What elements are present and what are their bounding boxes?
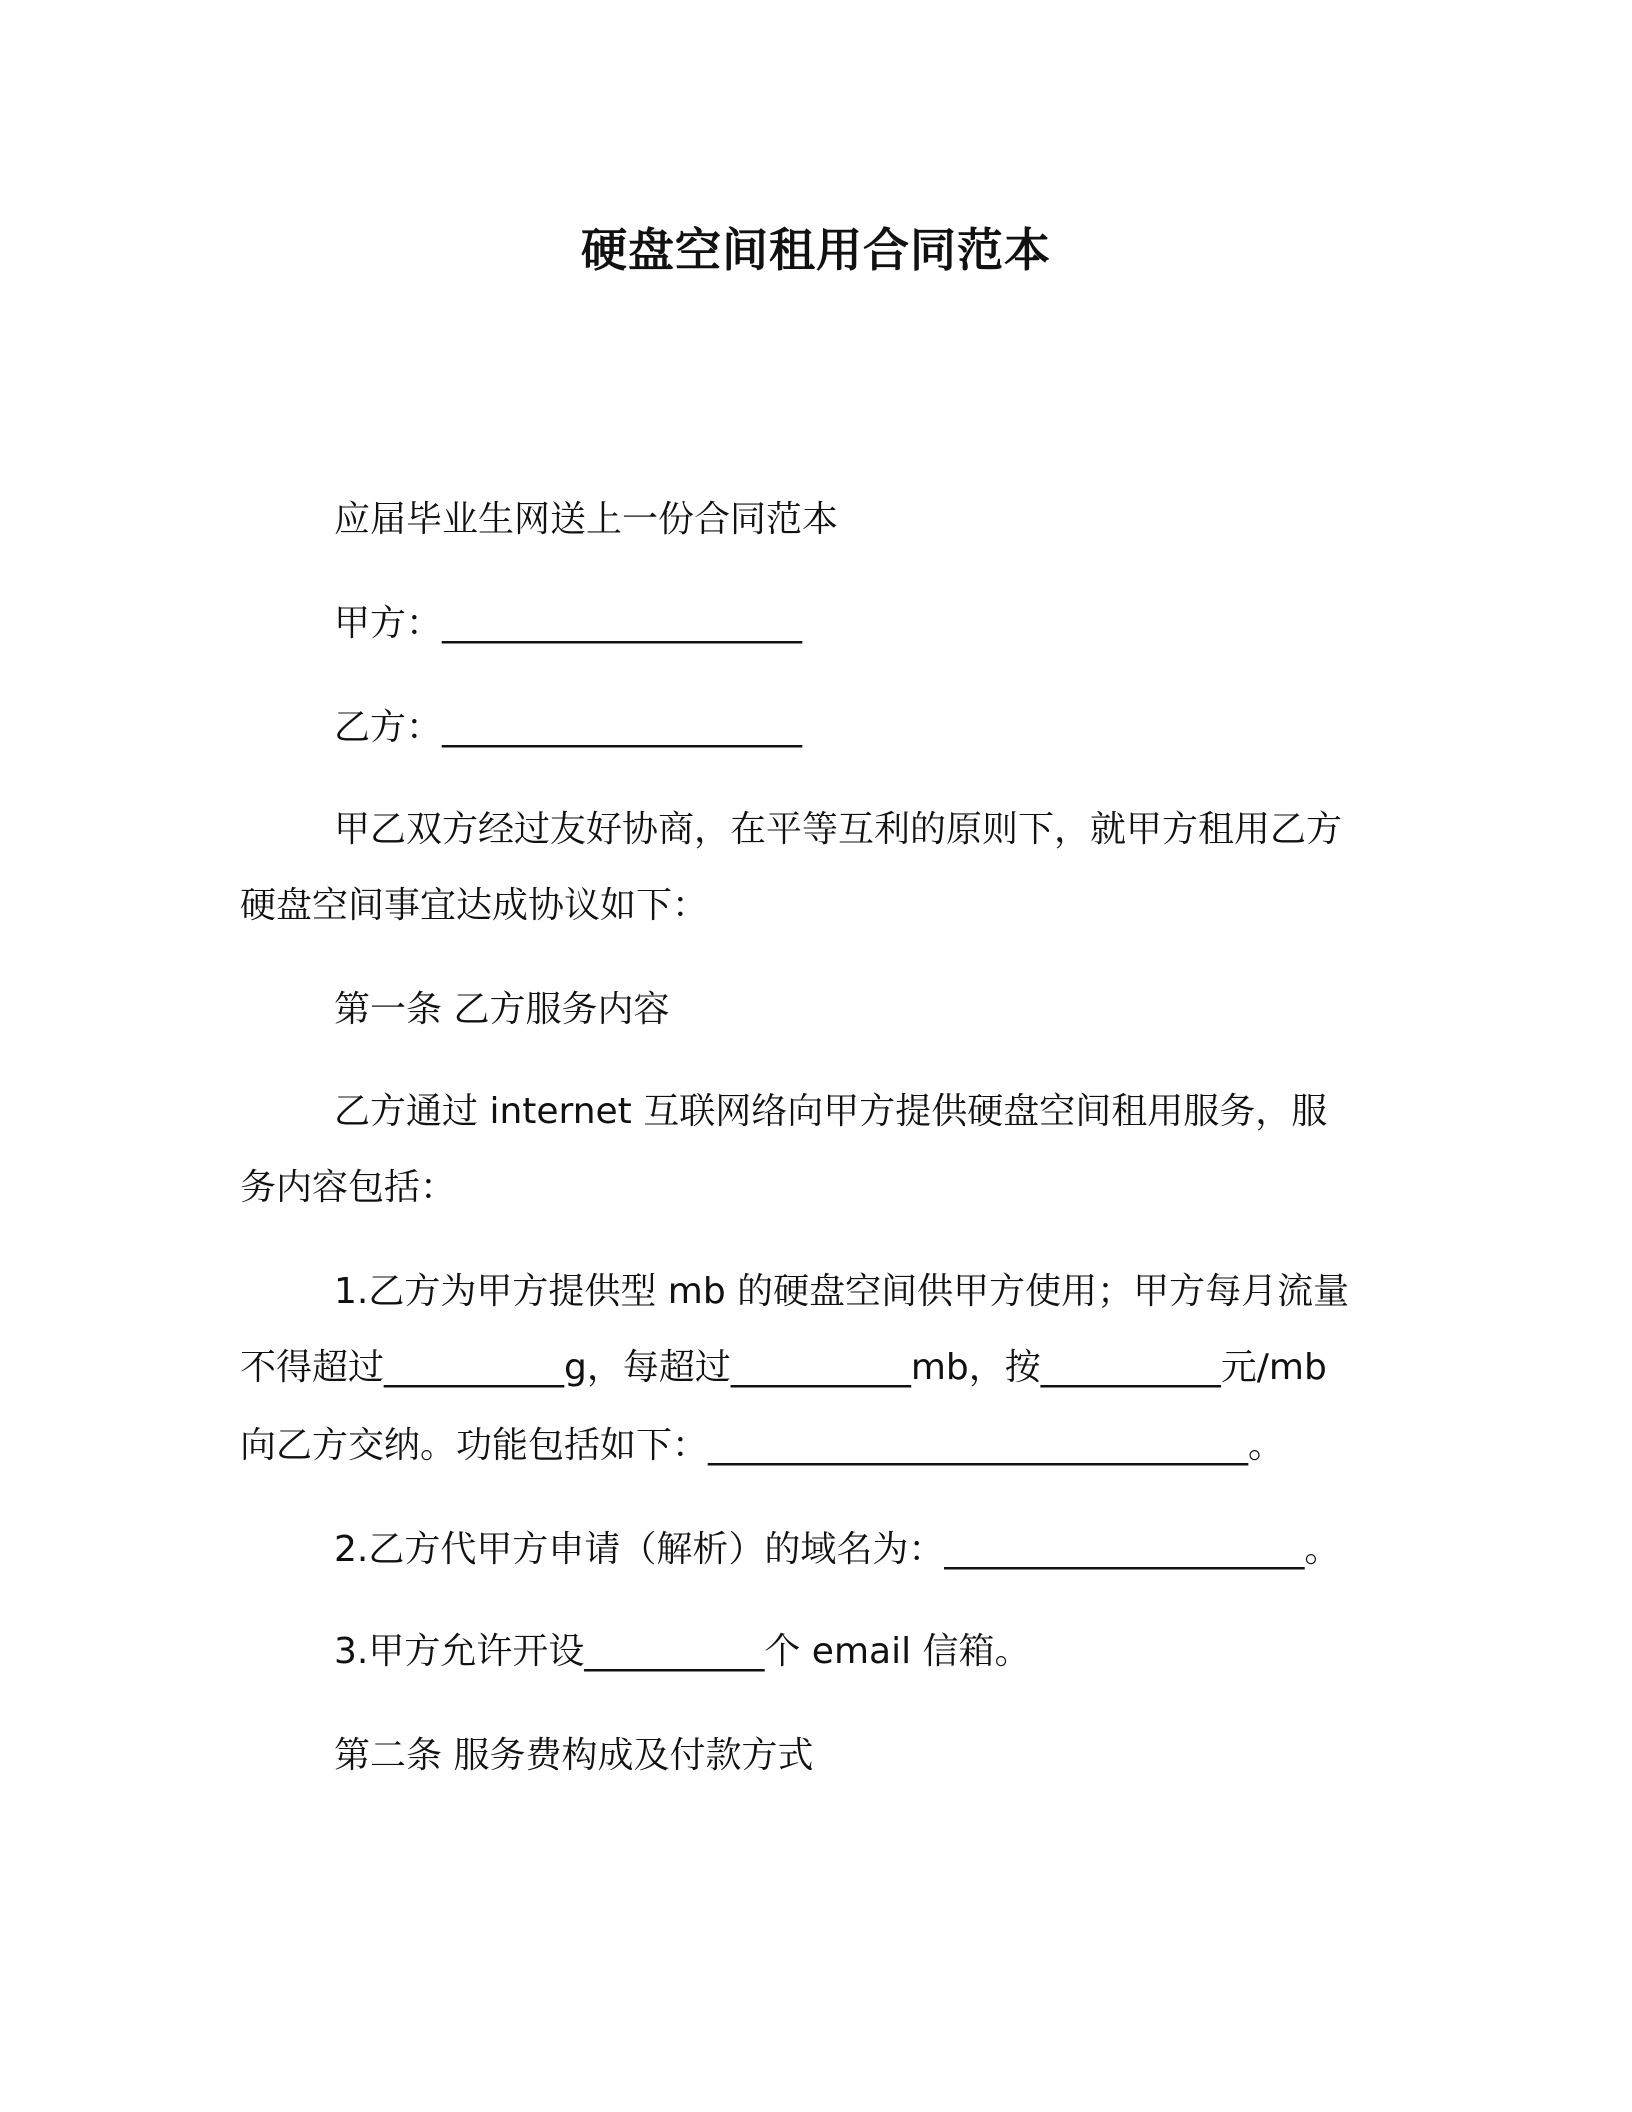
clause-1-line-3: 向乙方交纳。功能包括如下：______________________________。 (240, 1425, 1285, 1466)
article-2-heading: 第二条 服务费构成及付款方式 (334, 1735, 814, 1776)
party-b-line: 乙方：____________________ (334, 707, 803, 748)
clause-2-line: 2.乙方代甲方申请（解析）的域名为：____________________。 (334, 1529, 1341, 1570)
document-title: 硬盘空间租用合同范本 (581, 223, 1051, 277)
agreement-paragraph-line-2: 硬盘空间事宜达成协议如下： (240, 885, 709, 926)
intro-line: 应届毕业生网送上一份合同范本 (334, 499, 839, 540)
party-a-line: 甲方：____________________ (334, 603, 803, 644)
agreement-paragraph-line-1: 甲乙双方经过友好协商，在平等互利的原则下，就甲方租用乙方 (334, 809, 1343, 850)
clause-1-line-2: 不得超过__________g，每超过__________mb，按__________元/mb (240, 1347, 1327, 1388)
clause-1-line-1: 1.乙方为甲方提供型 mb 的硬盘空间供甲方使用；甲方每月流量 (334, 1271, 1350, 1312)
article-1-heading: 第一条 乙方服务内容 (334, 989, 670, 1030)
service-paragraph-line-2: 务内容包括： (240, 1167, 457, 1208)
clause-3-line: 3.甲方允许开设__________个 email 信箱。 (334, 1631, 1031, 1672)
service-paragraph-line-1: 乙方通过 internet 互联网络向甲方提供硬盘空间租用服务，服 (334, 1091, 1328, 1132)
